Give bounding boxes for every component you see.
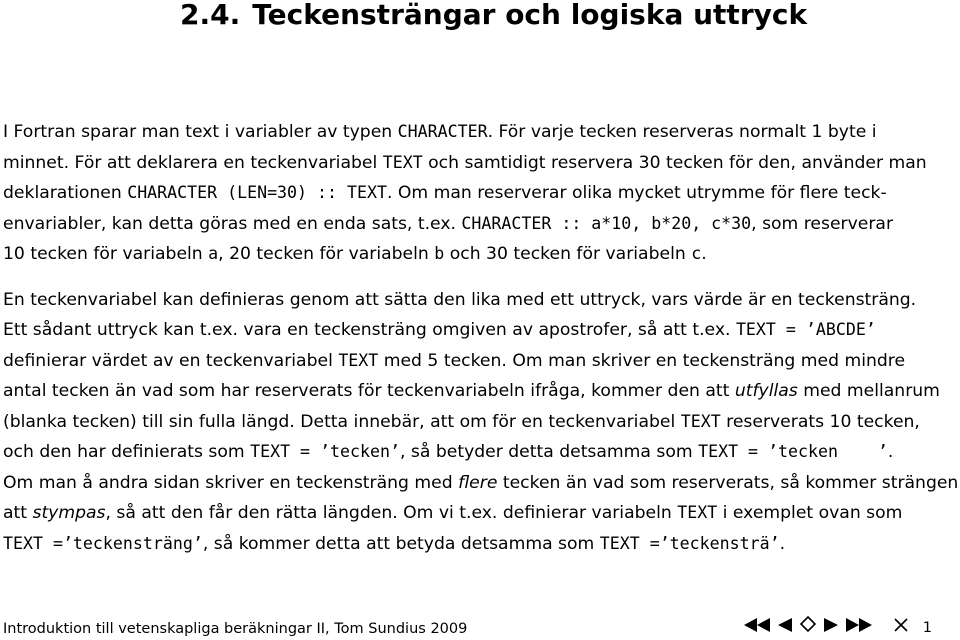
diamond-icon[interactable] [800, 616, 816, 637]
document-body [3, 117, 959, 559]
text-line: En teckenvariabel kan definieras genom att sätta den lika med ett uttryck, vars värde är en teckensträng. [3, 289, 917, 310]
text-line: Om man å andra sidan skriver en teckensträng med flere tecken än vad som reserverats, så kommer strängen [3, 472, 959, 493]
text-line: minnet. För att deklarera en teckenvariabel TEXT och samtidigt reservera 30 tecken för den, använder man [3, 152, 927, 173]
last-page-icon[interactable] [846, 616, 872, 637]
first-page-icon[interactable] [744, 616, 770, 637]
page-number: 1 [922, 620, 932, 636]
section-title: Teckensträngar och logiska uttryck [252, 0, 808, 31]
page-title [180, 0, 820, 30]
text-line: och den har definierats som TEXT = ’tecken’, så betyder detta detsamma som TEXT = ’tecken ’. [3, 442, 894, 462]
text-line: antal tecken än vad som har reserverats för teckenvariabeln ifråga, kommer den att utfyllas med mellanrum [3, 381, 940, 401]
text-line: att stympas, så att den får den rätta längden. Om vi t.ex. definierar variabeln TEXT i exemplet ovan som [3, 503, 903, 523]
text-line: TEXT =’teckensträng’, så kommer detta att betyda detsamma som TEXT =’teckensträ’. [3, 533, 786, 554]
next-page-icon[interactable] [824, 616, 838, 637]
text-line: (blanka tecken) till sin fulla längd. Detta innebär, att om för en teckenvariabel TEXT reserverats 10 tecken, [3, 411, 920, 432]
text-line: envariabler, kan detta göras med en enda sats, t.ex. CHARACTER :: a*10, b*20, c*30, som reserverar [3, 213, 894, 234]
prev-page-icon[interactable] [778, 616, 792, 637]
footer-text: Introduktion till vetenskapliga beräkningar II, Tom Sundius 2009 [3, 621, 468, 637]
navigation-controls [744, 616, 908, 637]
text-line: I Fortran sparar man text i variabler av typen CHARACTER. För varje tecken reserveras normalt 1 byte i [3, 122, 877, 142]
paragraph-1 [3, 117, 959, 270]
paragraph-spacer [3, 270, 959, 285]
paragraph-2 [3, 285, 959, 560]
text-line: definierar värdet av en teckenvariabel TEXT med 5 tecken. Om man skriver en teckensträng med mindre [3, 350, 906, 371]
text-line: deklarationen CHARACTER (LEN=30) :: TEXT. Om man reserverar olika mycket utrymme för flere teck- [3, 183, 887, 203]
close-icon[interactable] [894, 616, 908, 637]
text-line: Ett sådant uttryck kan t.ex. vara en teckensträng omgiven av apostrofer, så att t.ex. TEXT = ’ABCDE’ [3, 320, 876, 340]
text-line: 10 tecken för variabeln a, 20 tecken för variabeln b och 30 tecken för variabeln c. [3, 244, 707, 264]
section-number: 2.4. [180, 0, 241, 31]
